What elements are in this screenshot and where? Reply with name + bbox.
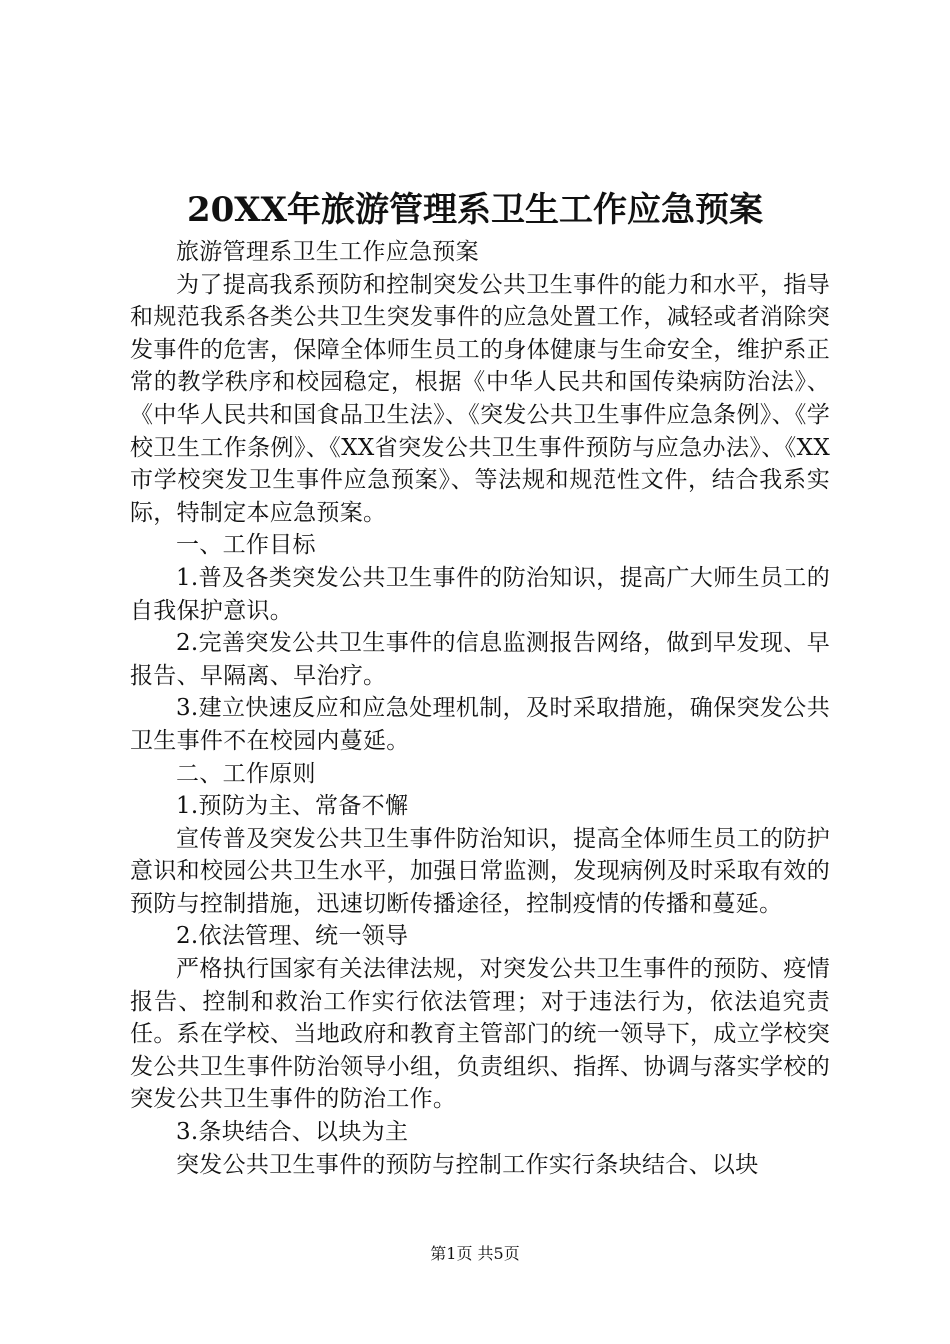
page-footer: 第1页 共5页 (430, 1244, 520, 1263)
heading-work-principles: 二、工作原则 (176, 760, 316, 787)
document-body (130, 236, 830, 1181)
heading-principle-3: 3.条块结合、以块为主 (176, 1119, 409, 1146)
paragraph-principle-3: 突发公共卫生事件的预防与控制工作实行条块结合、以块 (176, 1151, 759, 1178)
paragraph-principle-1: 宣传普及突发公共卫生事件防治知识，提高全体师生员工的防护意识和校园公共卫生水平，加强日常监测，发现病例及时采取有效的预防与控制措施，迅速切断传播途径，控制疫情的传播和蔓延。 (130, 825, 830, 917)
heading-principle-1: 1.预防为主、常备不懈 (176, 793, 409, 820)
paragraph-goal-1: 1.普及各类突发公共卫生事件的防治知识，提高广大师生员工的自我保护意识。 (130, 564, 830, 624)
paragraph-intro: 为了提高我系预防和控制突发公共卫生事件的能力和水平，指导和规范我系各类公共卫生突发事件的应急处置工作，减轻或者消除突发事件的危害，保障全体师生员工的身体健康与生命安全，维护系正常的教学秩序和校园稳定，根据《中华人民共和国传染病防治法》、《中华人民共和国食品卫生法》、《突发公共卫生事件应急条例》、《学校卫生工作条例》、《XX省突发公共卫生事件预防与应急办法》、《XX市学校突发卫生事件应急预案》、等法规和规范性文件，结合我系实际，特制定本应急预案。 (130, 271, 830, 526)
document-title: 20XX年旅游管理系卫生工作应急预案 (186, 190, 764, 230)
paragraph-goal-2: 2.完善突发公共卫生事件的信息监测报告网络，做到早发现、早报告、早隔离、早治疗。 (130, 630, 830, 689)
paragraph-subtitle: 旅游管理系卫生工作应急预案 (176, 239, 479, 265)
heading-work-goals: 一、工作目标 (176, 532, 316, 559)
heading-principle-2: 2.依法管理、统一领导 (176, 923, 409, 950)
paragraph-goal-3: 3.建立快速反应和应急处理机制，及时采取措施，确保突发公共卫生事件不在校园内蔓延。 (130, 695, 830, 754)
paragraph-principle-2: 严格执行国家有关法律法规，对突发公共卫生事件的预防、疫情报告、控制和救治工作实行依法管理；对于违法行为，依法追究责任。系在学校、当地政府和教育主管部门的统一领导下，成立学校突发公共卫生事件防治领导小组，负责组织、指挥、协调与落实学校的突发公共卫生事件的防治工作。 (130, 956, 830, 1113)
